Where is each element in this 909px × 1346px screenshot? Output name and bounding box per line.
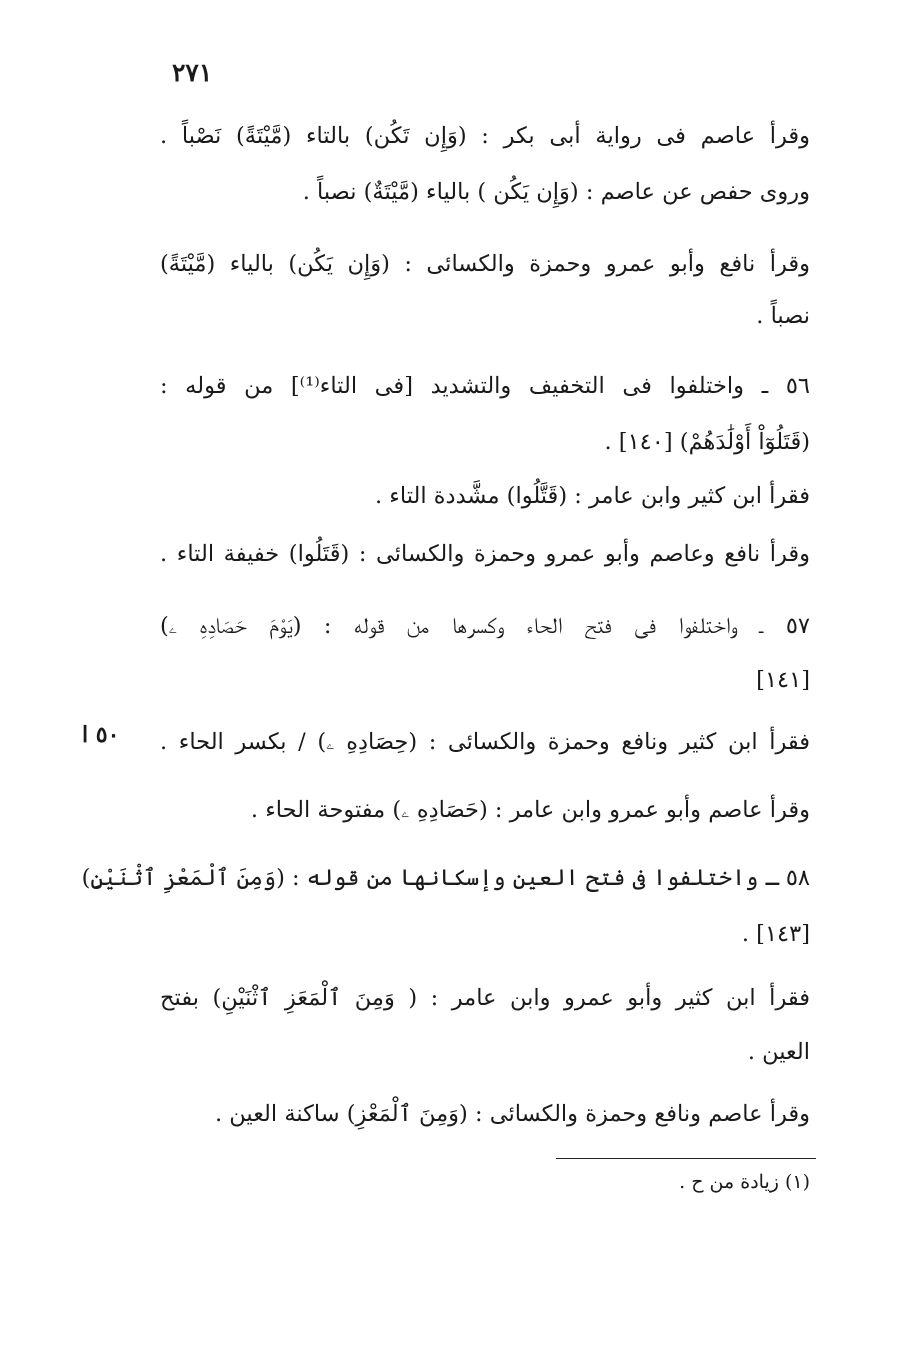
text-line: [١٤٣] . xyxy=(741,921,810,947)
text-line: فقرأ ابن كثير وابن عامر : (قَتَّلُوا) مشَّددة التاء . xyxy=(374,483,810,509)
text-line: العين . xyxy=(747,1039,810,1065)
text-line: وقرأ نافع وعاصم وأبو عمرو وحمزة والكسائى : (قَتَلُوا) خفيفة التاء . xyxy=(160,541,810,567)
text-line: وقرأ نافع وأبو عمرو وحمزة والكسائى : (وَإِن يَكُن) بالياء (مَّيْتَةً) xyxy=(160,251,810,277)
footnote-rule xyxy=(556,1158,816,1159)
text-line: وقرأ عاصم ونافع وحمزة والكسائى : (وَمِنَ ٱلْمَعْزِ) ساكنة العين . xyxy=(214,1101,810,1127)
footnote: (١) زيادة من ح . xyxy=(679,1171,810,1193)
text-line: [١٤١] xyxy=(756,667,810,693)
text-line: ٥٦ ـ واختلفوا فى التخفيف والتشديد [فى التاء⁽¹⁾] من قوله : xyxy=(160,373,810,399)
page-number: ٢٧١ xyxy=(172,58,213,87)
text-line: ٥٨ ـ واختلفوا فى فتح العين وإسكانها من قوله : (وَمِنَ ٱلْمَعْزِ ٱثْنَيْنِ) xyxy=(81,865,810,891)
text-line: ٥٧ ـ واختلفوا فى فتح الحاء وكسرها من قوله : (يَوْمَ حَصَادِهِ ۦ) xyxy=(160,613,810,639)
margin-note: ٥٠ ا xyxy=(82,722,120,748)
text-line: فقرأ ابن كثير ونافع وحمزة والكسائى : (حِصَادِهِ ۦ) / بكسر الحاء . xyxy=(160,729,810,755)
text-line: فقرأ ابن كثير وأبو عمرو وابن عامر : ( وَمِنَ ٱلْمَعَزِ ٱثْنَيْنِ) بفتح xyxy=(160,985,810,1011)
text-line: (قَتَلُوٓاْ أَوْلَٰدَهُمْ) [١٤٠] . xyxy=(604,429,810,455)
text-line: نصباً . xyxy=(756,303,810,329)
text-line: وروى حفص عن عاصم : (وَإِن يَكُن ) بالياء (مَّيْتَةٌ) نصباً . xyxy=(302,179,810,205)
text-line: وقرأ عاصم وأبو عمرو وابن عامر : (حَصَادِهِ ۦ) مفتوحة الحاء . xyxy=(250,797,810,823)
text-line: وقرأ عاصم فى رواية أبى بكر : (وَإِن تَكُن) بالتاء (مَّيْتَةً) نَصْباً . xyxy=(160,123,810,149)
